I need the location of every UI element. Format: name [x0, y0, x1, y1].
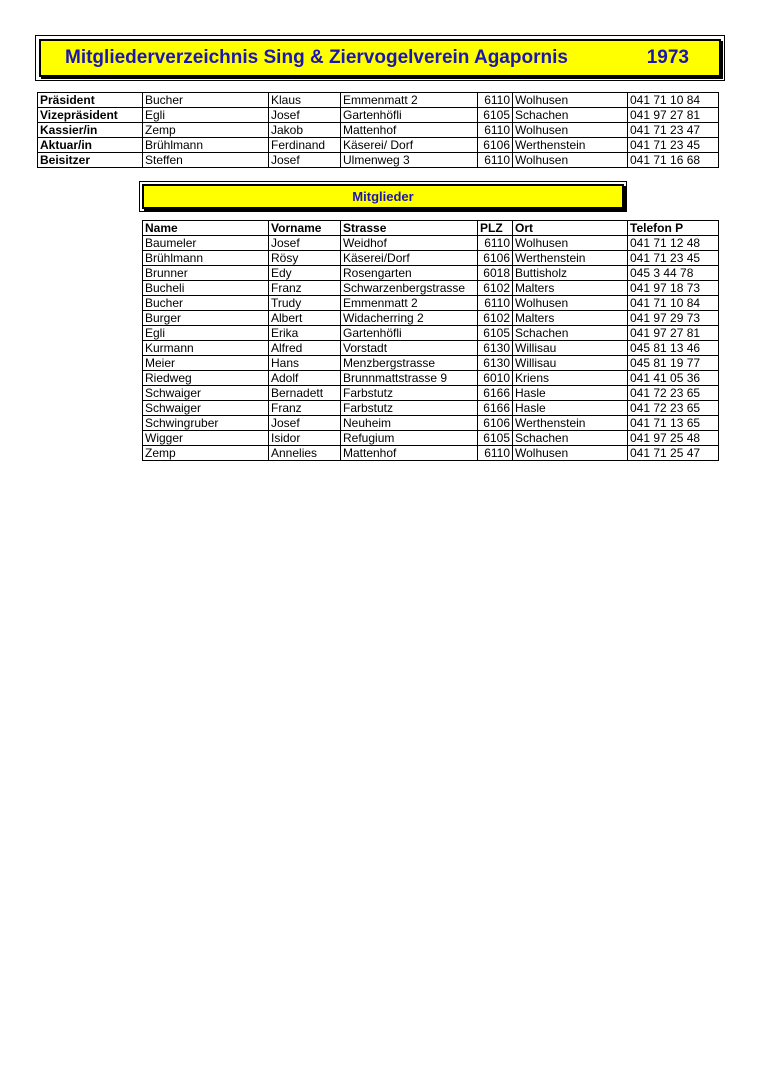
board-plz: 6110	[478, 123, 513, 138]
member-ort: Wolhusen	[513, 296, 628, 311]
board-row	[38, 108, 719, 123]
document-year: 1973	[646, 47, 689, 68]
member-vorname: Bernadett	[269, 386, 341, 401]
member-vorname: Isidor	[269, 431, 341, 446]
member-plz: 6010	[478, 371, 513, 386]
member-telefon: 041 72 23 65	[628, 386, 719, 401]
member-strasse: Brunnmattstrasse 9	[341, 371, 478, 386]
member-strasse: Vorstadt	[341, 341, 478, 356]
table-row	[143, 386, 719, 401]
member-vorname: Rösy	[269, 251, 341, 266]
board-role: Aktuar/in	[38, 138, 143, 153]
board-name: Zemp	[143, 123, 269, 138]
board-telefon: 041 97 27 81	[628, 108, 719, 123]
board-strasse: Mattenhof	[341, 123, 478, 138]
member-vorname: Josef	[269, 416, 341, 431]
member-name: Wigger	[143, 431, 269, 446]
table-row	[143, 341, 719, 356]
members-banner	[139, 181, 627, 212]
table-row	[143, 251, 719, 266]
member-name: Burger	[143, 311, 269, 326]
board-ort: Wolhusen	[513, 123, 628, 138]
board-strasse: Gartenhöfli	[341, 108, 478, 123]
board-telefon: 041 71 10 84	[628, 93, 719, 108]
board-vorname: Josef	[269, 153, 341, 168]
member-ort: Werthenstein	[513, 251, 628, 266]
member-ort: Hasle	[513, 386, 628, 401]
table-row	[143, 446, 719, 461]
member-vorname: Erika	[269, 326, 341, 341]
member-strasse: Neuheim	[341, 416, 478, 431]
member-strasse: Widacherring 2	[341, 311, 478, 326]
member-plz: 6166	[478, 401, 513, 416]
member-telefon: 045 3 44 78	[628, 266, 719, 281]
table-row	[143, 311, 719, 326]
member-ort: Hasle	[513, 401, 628, 416]
table-row	[143, 281, 719, 296]
member-plz: 6110	[478, 446, 513, 461]
member-ort: Wolhusen	[513, 236, 628, 251]
member-name: Bucheli	[143, 281, 269, 296]
member-name: Schwaiger	[143, 386, 269, 401]
board-name: Brühlmann	[143, 138, 269, 153]
member-vorname: Annelies	[269, 446, 341, 461]
board-ort: Schachen	[513, 108, 628, 123]
member-plz: 6130	[478, 341, 513, 356]
member-vorname: Franz	[269, 401, 341, 416]
member-name: Bucher	[143, 296, 269, 311]
members-banner-inner	[142, 184, 624, 209]
member-telefon: 041 97 18 73	[628, 281, 719, 296]
member-vorname: Franz	[269, 281, 341, 296]
member-plz: 6105	[478, 326, 513, 341]
board-plz: 6110	[478, 93, 513, 108]
member-plz: 6166	[478, 386, 513, 401]
table-row	[143, 401, 719, 416]
member-vorname: Adolf	[269, 371, 341, 386]
member-plz: 6130	[478, 356, 513, 371]
member-telefon: 041 97 27 81	[628, 326, 719, 341]
member-plz: 6105	[478, 431, 513, 446]
member-name: Egli	[143, 326, 269, 341]
member-strasse: Refugium	[341, 431, 478, 446]
member-name: Brunner	[143, 266, 269, 281]
member-plz: 6110	[478, 296, 513, 311]
member-vorname: Trudy	[269, 296, 341, 311]
board-telefon: 041 71 23 45	[628, 138, 719, 153]
member-ort: Wolhusen	[513, 446, 628, 461]
board-vorname: Jakob	[269, 123, 341, 138]
members-table	[142, 220, 719, 461]
board-telefon: 041 71 16 68	[628, 153, 719, 168]
board-strasse: Emmenmatt 2	[341, 93, 478, 108]
board-vorname: Ferdinand	[269, 138, 341, 153]
board-row	[38, 93, 719, 108]
member-strasse: Schwarzenbergstrasse	[341, 281, 478, 296]
member-strasse: Gartenhöfli	[341, 326, 478, 341]
board-table	[37, 92, 719, 168]
member-strasse: Emmenmatt 2	[341, 296, 478, 311]
member-strasse: Rosengarten	[341, 266, 478, 281]
table-row	[143, 236, 719, 251]
board-strasse: Ulmenweg 3	[341, 153, 478, 168]
member-ort: Malters	[513, 281, 628, 296]
board-vorname: Josef	[269, 108, 341, 123]
member-telefon: 041 71 10 84	[628, 296, 719, 311]
title-banner	[35, 35, 725, 81]
board-telefon: 041 71 23 47	[628, 123, 719, 138]
board-plz: 6105	[478, 108, 513, 123]
column-header-telefon: Telefon P	[628, 221, 719, 236]
board-role: Kassier/in	[38, 123, 143, 138]
title-banner-inner	[39, 39, 721, 77]
table-row	[143, 371, 719, 386]
member-vorname: Josef	[269, 236, 341, 251]
member-ort: Schachen	[513, 431, 628, 446]
table-row	[143, 356, 719, 371]
member-strasse: Käserei/Dorf	[341, 251, 478, 266]
board-ort: Wolhusen	[513, 93, 628, 108]
member-telefon: 041 41 05 36	[628, 371, 719, 386]
members-header-row	[143, 221, 719, 236]
table-row	[143, 296, 719, 311]
member-strasse: Mattenhof	[341, 446, 478, 461]
member-name: Zemp	[143, 446, 269, 461]
member-telefon: 041 71 12 48	[628, 236, 719, 251]
member-name: Kurmann	[143, 341, 269, 356]
board-role: Beisitzer	[38, 153, 143, 168]
member-telefon: 041 71 23 45	[628, 251, 719, 266]
member-name: Brühlmann	[143, 251, 269, 266]
member-strasse: Weidhof	[341, 236, 478, 251]
column-header-ort: Ort	[513, 221, 628, 236]
column-header-vorname: Vorname	[269, 221, 341, 236]
board-row	[38, 123, 719, 138]
member-name: Schwaiger	[143, 401, 269, 416]
board-table-body	[38, 93, 719, 168]
member-telefon: 041 97 29 73	[628, 311, 719, 326]
member-telefon: 041 97 25 48	[628, 431, 719, 446]
member-telefon: 045 81 13 46	[628, 341, 719, 356]
member-telefon: 041 71 13 65	[628, 416, 719, 431]
member-vorname: Alfred	[269, 341, 341, 356]
board-name: Bucher	[143, 93, 269, 108]
board-strasse: Käserei/ Dorf	[341, 138, 478, 153]
member-ort: Malters	[513, 311, 628, 326]
members-title: Mitglieder	[352, 189, 414, 204]
table-row	[143, 266, 719, 281]
member-vorname: Hans	[269, 356, 341, 371]
member-telefon: 041 72 23 65	[628, 401, 719, 416]
member-name: Riedweg	[143, 371, 269, 386]
board-ort: Werthenstein	[513, 138, 628, 153]
member-vorname: Edy	[269, 266, 341, 281]
board-plz: 6106	[478, 138, 513, 153]
board-role: Vizepräsident	[38, 108, 143, 123]
column-header-strasse: Strasse	[341, 221, 478, 236]
member-plz: 6106	[478, 251, 513, 266]
board-name: Steffen	[143, 153, 269, 168]
member-ort: Willisau	[513, 341, 628, 356]
member-ort: Willisau	[513, 356, 628, 371]
board-name: Egli	[143, 108, 269, 123]
table-row	[143, 326, 719, 341]
members-table-body	[143, 236, 719, 461]
member-plz: 6110	[478, 236, 513, 251]
member-ort: Werthenstein	[513, 416, 628, 431]
board-role: Präsident	[38, 93, 143, 108]
member-strasse: Farbstutz	[341, 401, 478, 416]
board-ort: Wolhusen	[513, 153, 628, 168]
table-row	[143, 431, 719, 446]
member-plz: 6018	[478, 266, 513, 281]
table-row	[143, 416, 719, 431]
member-vorname: Albert	[269, 311, 341, 326]
member-ort: Kriens	[513, 371, 628, 386]
member-plz: 6102	[478, 281, 513, 296]
column-header-name: Name	[143, 221, 269, 236]
member-plz: 6106	[478, 416, 513, 431]
member-telefon: 041 71 25 47	[628, 446, 719, 461]
member-plz: 6102	[478, 311, 513, 326]
board-row	[38, 138, 719, 153]
board-vorname: Klaus	[269, 93, 341, 108]
board-plz: 6110	[478, 153, 513, 168]
member-name: Meier	[143, 356, 269, 371]
board-row	[38, 153, 719, 168]
member-name: Baumeler	[143, 236, 269, 251]
member-name: Schwingruber	[143, 416, 269, 431]
member-strasse: Farbstutz	[341, 386, 478, 401]
member-telefon: 045 81 19 77	[628, 356, 719, 371]
member-ort: Schachen	[513, 326, 628, 341]
member-ort: Buttisholz	[513, 266, 628, 281]
column-header-plz: PLZ	[478, 221, 513, 236]
member-strasse: Menzbergstrasse	[341, 356, 478, 371]
document-title: Mitgliederverzeichnis Sing & Ziervogelverein Agapornis	[65, 47, 568, 68]
